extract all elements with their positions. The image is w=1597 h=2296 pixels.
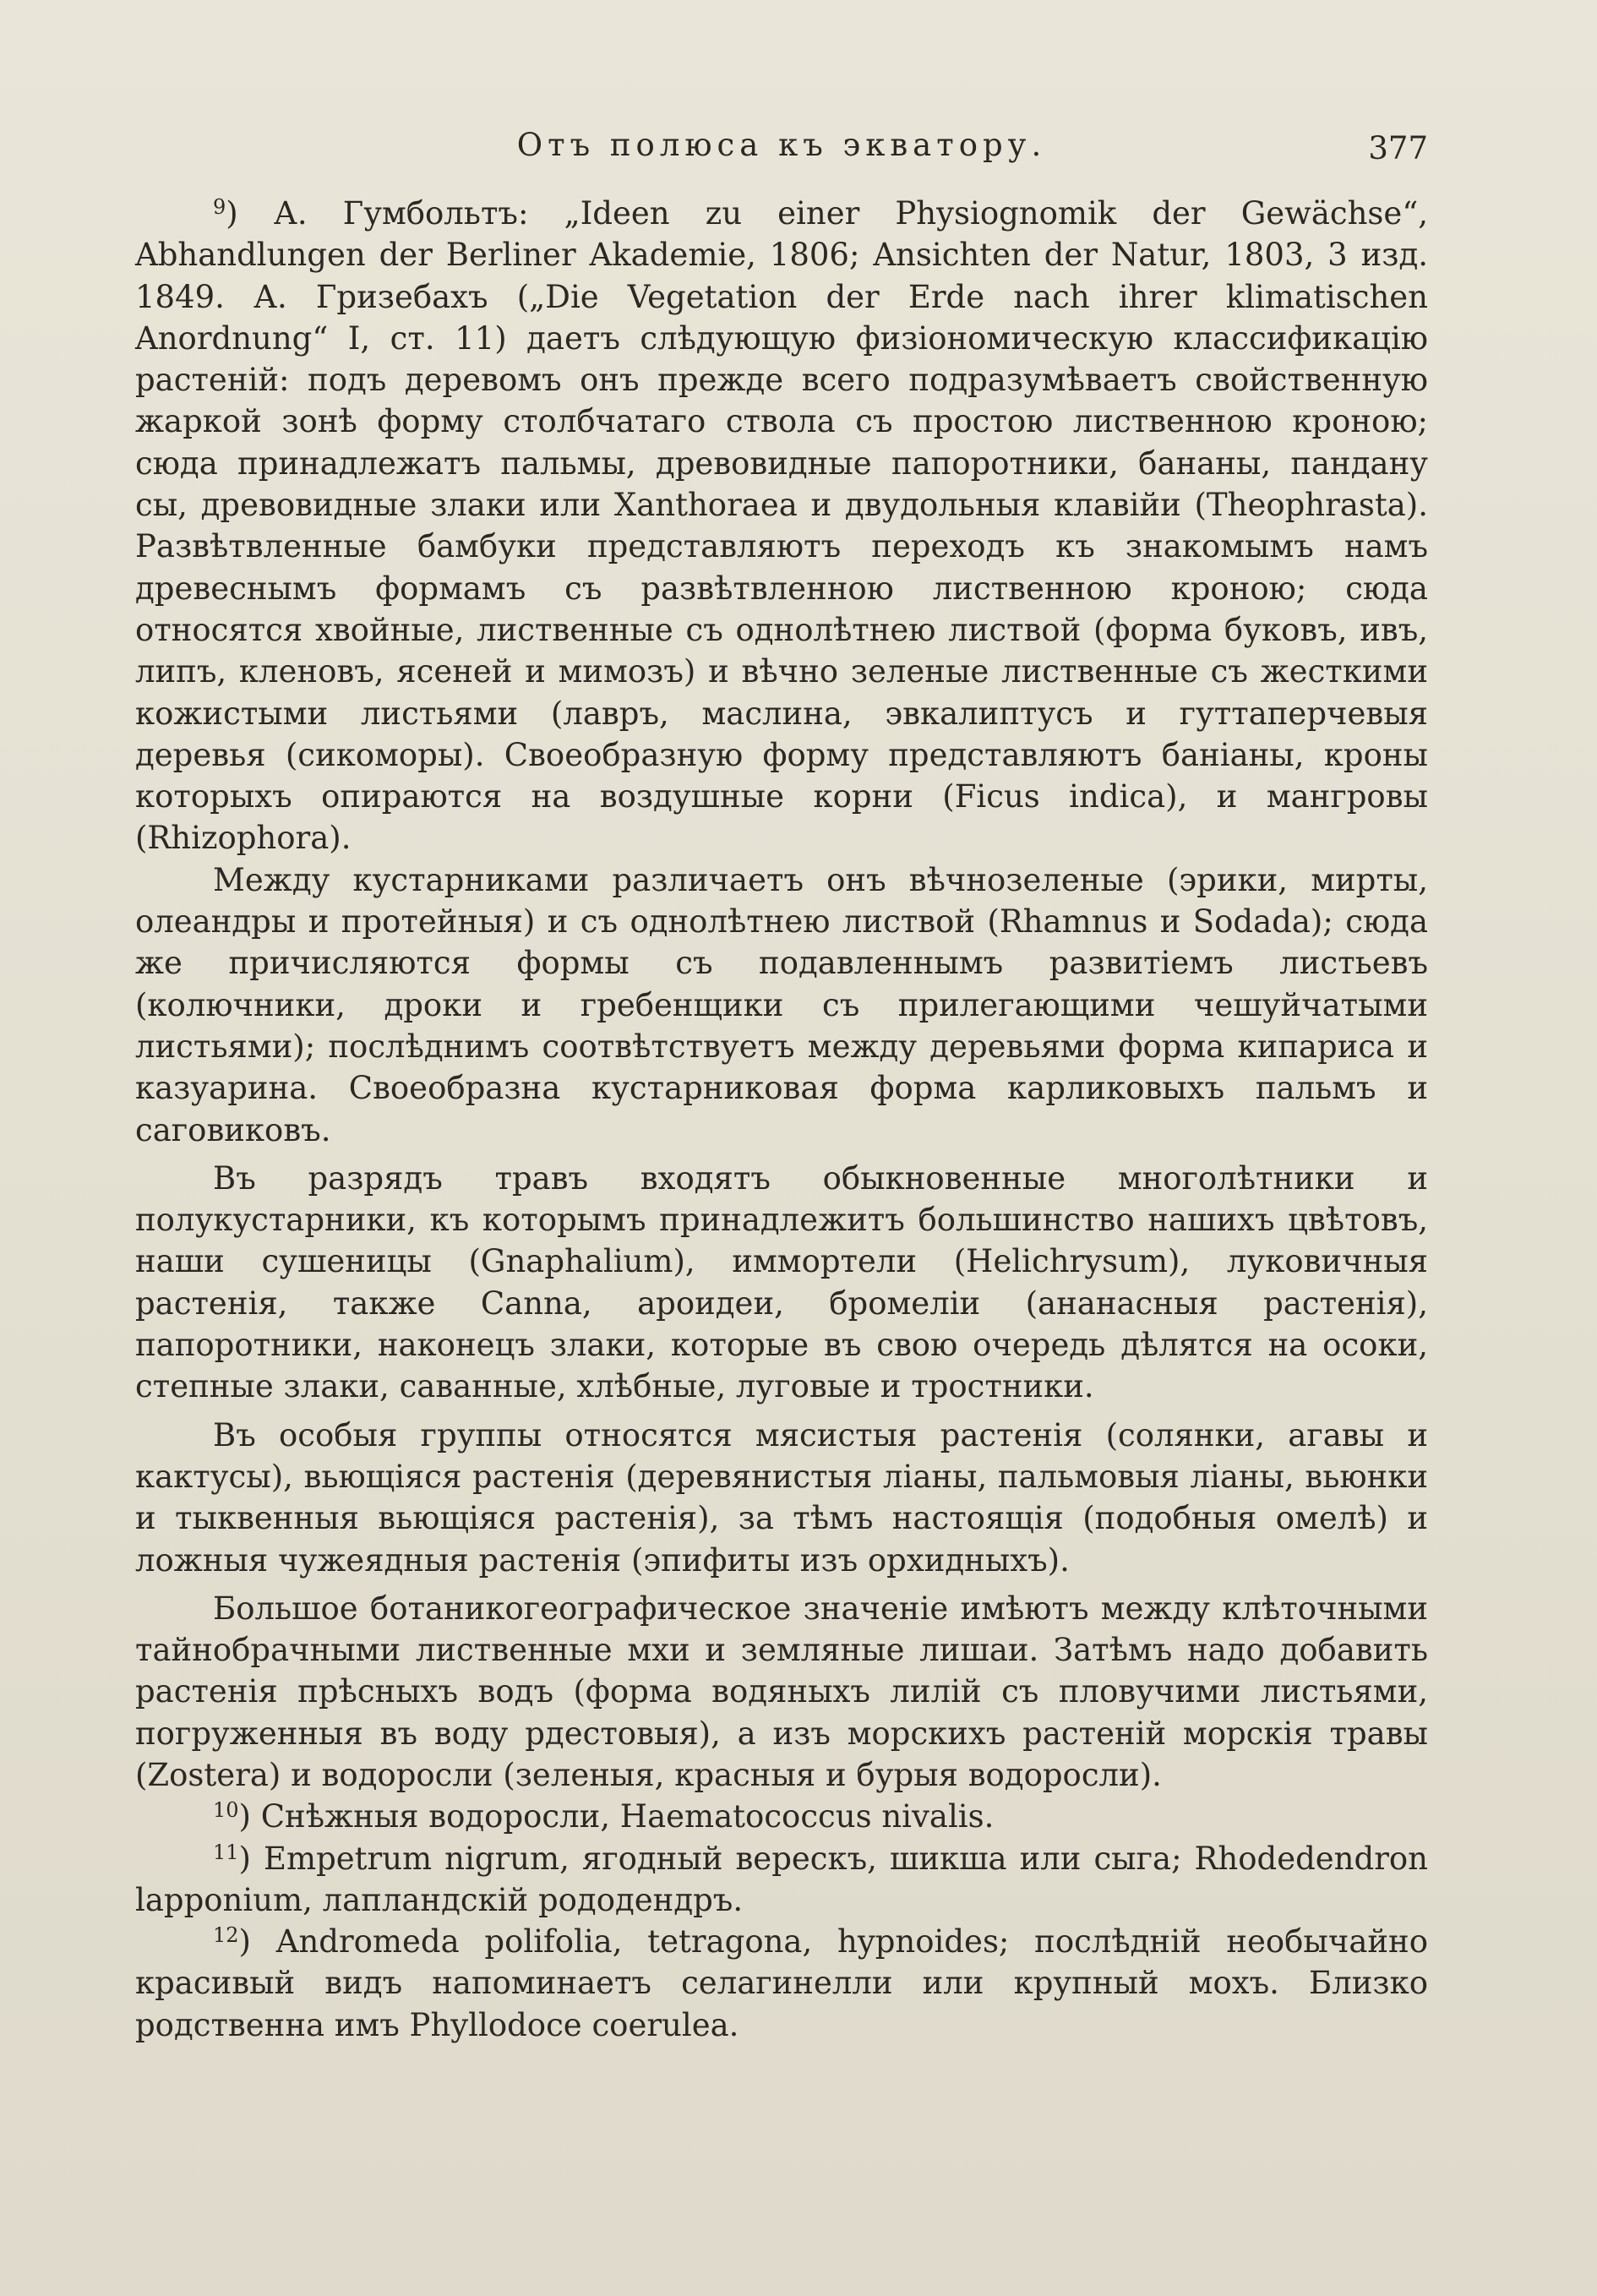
paragraph-text: ) Empetrum nigrum, ягодный верескъ, шикша или сыга; Rhodedendron lapponium, лапландскій рододендръ. — [135, 1840, 1428, 1918]
paragraph-text: ) А. Гумбольтъ: „Ideen zu einer Physiognomik der Gewächse“, Abhandlungen der Berliner Akademie, 1806; Ansichten der Natur, 1803, 3 изд. 1849. А. Гризебахъ („Die Vegetation der Erde nach ihrer klimatischen Anordnung“ I, ст. 11) даетъ слѣдующую физіономическую классификацію растеній: подъ деревомъ онъ прежде всего подразумѣваетъ свойственную жаркой зонѣ форму столбчатаго ствола съ простою лиственною кроною; сюда принадлежатъ пальмы, древовидные папоротники, бананы, пандану сы, древовидные злаки или Xanthoraea и двудольныя клавійи (Theophrasta). Развѣтвленные бамбуки представляютъ переходъ къ знакомымъ намъ древеснымъ формамъ съ развѣтвленною лиственною кроною; сюда относятся хвойные, лиственные съ однолѣтнею листвой (форма буковъ, ивъ, липъ, кленовъ, ясеней и мимозъ) и вѣчно зеленые лиственные съ жесткими кожистыми листьями (лавръ, маслина, эвкалиптусъ и гуттаперчевыя деревья (сикоморы). Своеобразную форму представляютъ баніаны, кроны которыхъ опираются на воздушные корни (Ficus indica), и мангровы (Rhizophora). — [135, 195, 1428, 857]
running-head: Отъ полюса къ экватору. — [516, 127, 1047, 163]
paragraph-text: ) Снѣжныя водоросли, Haematococcus nivalis. — [238, 1798, 995, 1835]
footnote-marker: 10 — [213, 1798, 239, 1823]
page-number: 377 — [1368, 130, 1428, 166]
footnote-11-paragraph — [135, 1838, 1428, 1922]
cryptogams-paragraph — [135, 1588, 1428, 1796]
page-body — [135, 193, 1428, 2046]
paragraph-text: Въ особыя группы относятся мясистыя растенія (солянки, агавы и кактусы), вьющіяся растенія (деревянистыя ліаны, пальмовыя ліаны, вьюнки и тыквенныя вьющіяся растенія), за тѣмъ настоящія (подобныя омелѣ) и ложныя чужеядныя растенія (эпифиты изъ орхидныхъ). — [135, 1416, 1428, 1579]
footnote-9-paragraph — [135, 193, 1428, 859]
paragraph-text: Въ разрядъ травъ входятъ обыкновенные многолѣтники и полукустарники, къ которымъ принадлежитъ большинство нашихъ цвѣтовъ, наши сушеницы (Gnaphalium), иммортели (Helichrysum), луковичныя растенія, также Canna, ароидеи, бромеліи (ананасныя растенія), папоротники, наконецъ злаки, которые въ свою очередь дѣлятся на осоки, степные злаки, саванные, хлѣбные, луговые и тростники. — [135, 1159, 1428, 1405]
page-header — [135, 127, 1428, 186]
footnote-12-paragraph — [135, 1921, 1428, 2046]
footnote-marker: 9 — [213, 195, 226, 219]
footnote-10-paragraph — [135, 1796, 1428, 1837]
paragraph-text: Большое ботаникогеографическое значеніе имѣютъ между клѣточными тайнобрачными лиственные мхи и земляные лишаи. Затѣмъ надо добавить растенія прѣсныхъ водъ (форма водяныхъ лилій съ пловучими листьями, погруженныя въ воду рдестовыя), а изъ морскихъ растеній морскія травы (Zostera) и водоросли (зеленыя, красныя и бурыя водоросли). — [135, 1590, 1428, 1793]
paragraph-text: Между кустарниками различаетъ онъ вѣчнозеленые (эрики, мирты, олеандры и протейныя) и съ однолѣтнею листвой (Rhamnus и Sodada); сюда же причисляются формы съ подавленнымъ развитіемъ листьевъ (колючники, дроки и гребенщики съ прилегающими чешуйчатыми листьями); послѣднимъ соотвѣтствуетъ между деревьями форма кипариса и казуарина. Своеобразна кустарниковая форма карликовыхъ пальмъ и саговиковъ. — [135, 861, 1428, 1148]
footnote-marker: 11 — [213, 1840, 239, 1864]
special-groups-paragraph — [135, 1415, 1428, 1581]
shrubs-paragraph — [135, 859, 1428, 1151]
herbs-paragraph — [135, 1158, 1428, 1408]
paragraph-text: ) Andromeda polifolia, tetragona, hypnoides; послѣдній необычайно красивый видъ напоминаетъ селагинелли или крупный мохъ. Близко родственна имъ Phyllodoce coerulea. — [135, 1923, 1428, 2043]
footnote-marker: 12 — [213, 1923, 239, 1948]
